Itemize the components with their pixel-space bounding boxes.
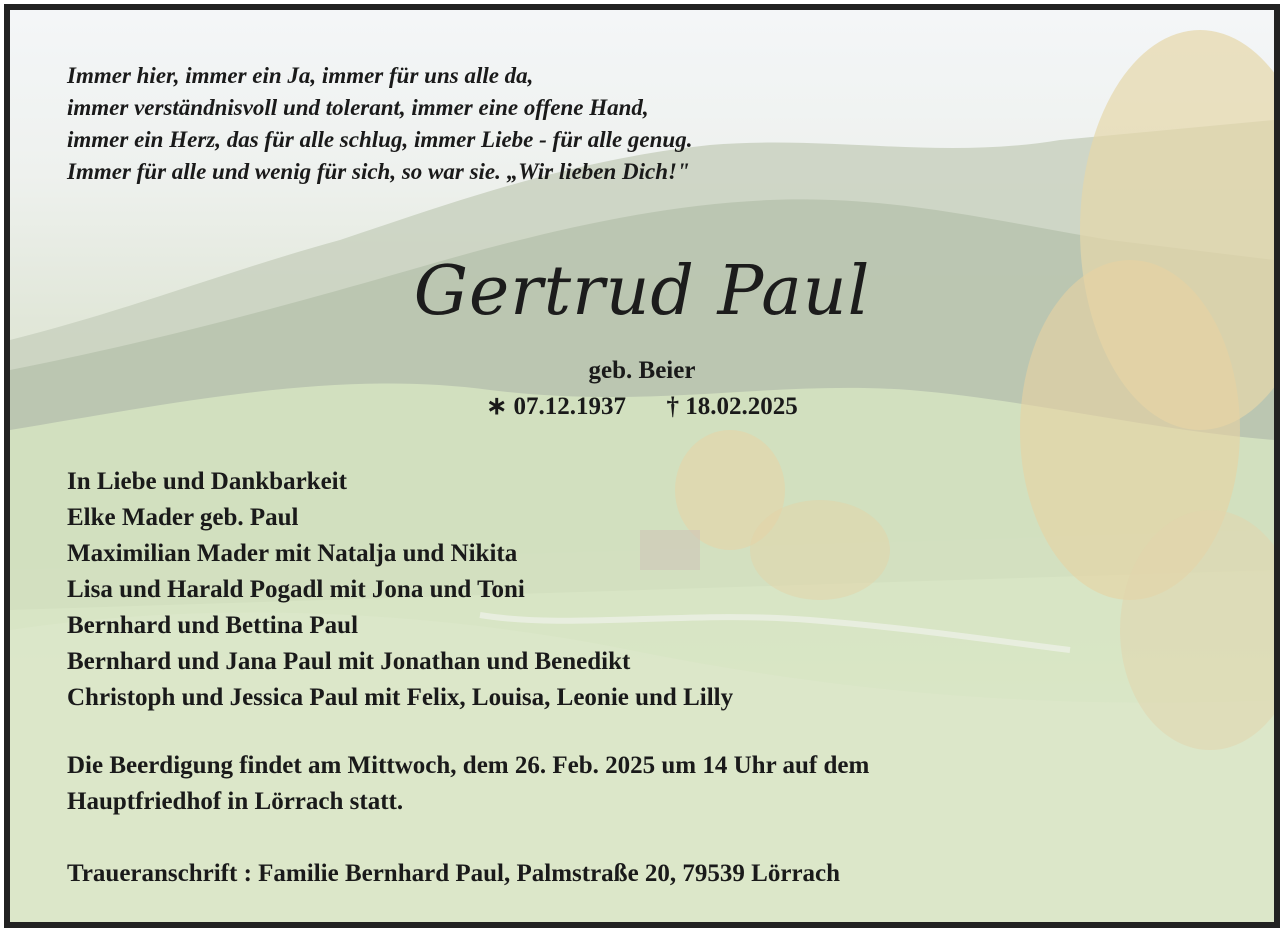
obituary-card [4,4,1280,928]
mourners-list [67,464,733,716]
memorial-poem [67,60,692,188]
mourners-line: Maximilian Mader mit Natalja und Nikita [67,540,518,567]
funeral-line: Die Beerdigung findet am Mittwoch, dem 26. Feb. 2025 um 14 Uhr auf dem [67,752,870,779]
death-date: 18.02.2025 [685,393,798,420]
poem-line: Immer hier, immer ein Ja, immer für uns alle da, [67,63,534,88]
poem-line: Immer für alle und wenig für sich, so war sie. „Wir lieben Dich!" [67,159,690,184]
funeral-notice [67,748,1217,820]
maiden-name: geb. Beier [588,357,696,384]
mourners-line: Lisa und Harald Pogadl mit Jona und Toni [67,576,525,603]
mourners-line: In Liebe und Dankbarkeit [67,468,347,495]
mourning-address: Traueranschrift : Familie Bernhard Paul, Palmstraße 20, 79539 Lörrach [67,860,841,887]
mourners-line: Bernhard und Jana Paul mit Jonathan und Benedikt [67,648,631,675]
mourners-line: Christoph und Jessica Paul mit Felix, Louisa, Leonie und Lilly [67,684,734,711]
mourners-line: Elke Mader geb. Paul [67,504,299,531]
birth-star-icon: ∗ [486,393,508,420]
obituary-content [10,10,1274,922]
poem-line: immer verständnisvoll und tolerant, immer eine offene Hand, [67,95,649,120]
birth-date: 07.12.1937 [513,393,626,420]
life-dates [10,392,1274,422]
mourners-line: Bernhard und Bettina Paul [67,612,359,639]
deceased-name: Gertrud Paul [413,252,871,331]
funeral-line: Hauptfriedhof in Lörrach statt. [67,788,404,815]
death-cross-icon: † [666,393,679,420]
poem-line: immer ein Herz, das für alle schlug, immer Liebe - für alle genug. [67,127,693,152]
